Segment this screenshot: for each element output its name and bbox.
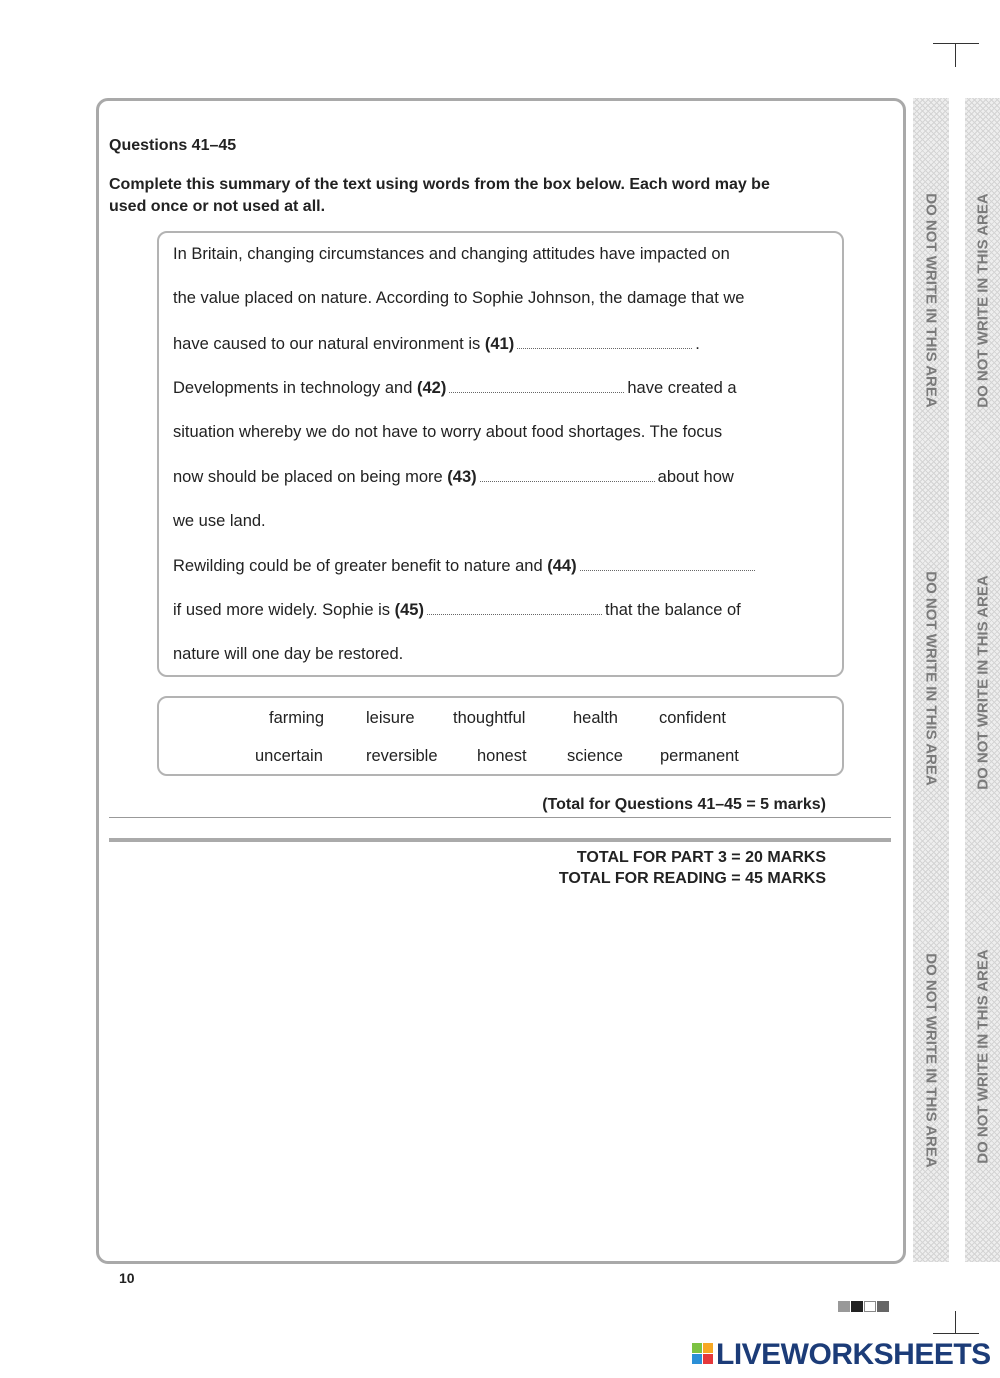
word-option: honest (477, 747, 527, 765)
question-heading: Questions 41–45 (109, 137, 237, 154)
crop-mark (933, 43, 979, 44)
answer-blank-41[interactable] (517, 334, 692, 349)
question-number: (43) (447, 468, 477, 486)
page-number: 10 (119, 1270, 135, 1286)
total-reading: TOTAL FOR READING = 45 MARKS (558, 870, 826, 887)
divider (109, 838, 891, 842)
summary-line: situation whereby we do not have to worry about food shortages. The focus (173, 423, 723, 441)
word-option: uncertain (255, 747, 323, 765)
answer-blank-45[interactable] (427, 600, 602, 615)
margin-warning: DO NOT WRITE IN THIS AREA (922, 571, 940, 786)
crop-mark (955, 43, 956, 67)
text: that the balance of (604, 601, 741, 619)
summary-line (173, 467, 734, 487)
margin-warning: DO NOT WRITE IN THIS AREA (922, 193, 940, 408)
total-part: TOTAL FOR PART 3 = 20 MARKS (576, 849, 826, 866)
summary-line: nature will one day be restored. (173, 645, 404, 663)
summary-line (173, 600, 741, 620)
summary-line (173, 556, 758, 576)
word-option: leisure (366, 709, 415, 727)
text: have created a (627, 379, 737, 397)
summary-line (173, 334, 700, 354)
total-questions: (Total for Questions 41–45 = 5 marks) (542, 796, 826, 813)
question-number: (42) (417, 379, 447, 397)
text: Developments in technology and (173, 379, 413, 397)
divider (109, 817, 891, 818)
word-option: confident (659, 709, 726, 727)
text: if used more widely. Sophie is (173, 601, 391, 619)
margin-warning: DO NOT WRITE IN THIS AREA (922, 953, 940, 1168)
summary-box (157, 231, 844, 677)
word-option: thoughtful (453, 709, 526, 727)
margin-warning: DO NOT WRITE IN THIS AREA (974, 575, 992, 790)
summary-line: In Britain, changing circumstances and changing attitudes have impacted on (173, 245, 730, 263)
word-option: health (573, 709, 618, 727)
answer-blank-44[interactable] (580, 556, 755, 571)
question-number: (45) (394, 601, 424, 619)
summary-line (173, 378, 737, 398)
word-option: farming (269, 709, 325, 727)
liveworksheets-logo: LIVEWORKSHEETS (716, 1338, 991, 1371)
margin-strip-left (913, 98, 949, 1262)
text: now should be placed on being more (173, 468, 443, 486)
word-option: reversible (366, 747, 438, 765)
text: Rewilding could be of greater benefit to nature and (173, 557, 543, 575)
summary-line: the value placed on nature. According to Sophie Johnson, the damage that we (173, 289, 745, 307)
margin-warning: DO NOT WRITE IN THIS AREA (974, 949, 992, 1164)
question-number: (41) (484, 335, 515, 353)
text: about how (657, 468, 734, 486)
crop-mark (955, 1311, 956, 1333)
text: have caused to our natural environment is (173, 335, 481, 353)
word-box (157, 696, 844, 776)
text: . (695, 335, 700, 353)
instructions: Complete this summary of the text using words from the box below. Each word may be used once or not used at all. (109, 176, 770, 215)
word-option: science (567, 747, 623, 765)
margin-strip-right (965, 98, 1000, 1262)
word-option: permanent (660, 747, 739, 765)
logo-icon (692, 1343, 713, 1364)
answer-blank-43[interactable] (480, 467, 655, 482)
answer-blank-42[interactable] (449, 378, 624, 393)
crop-mark (933, 1333, 979, 1334)
margin-warning: DO NOT WRITE IN THIS AREA (974, 193, 992, 408)
question-number: (44) (547, 557, 577, 575)
registration-squares (838, 1301, 889, 1312)
summary-line: we use land. (173, 512, 266, 530)
